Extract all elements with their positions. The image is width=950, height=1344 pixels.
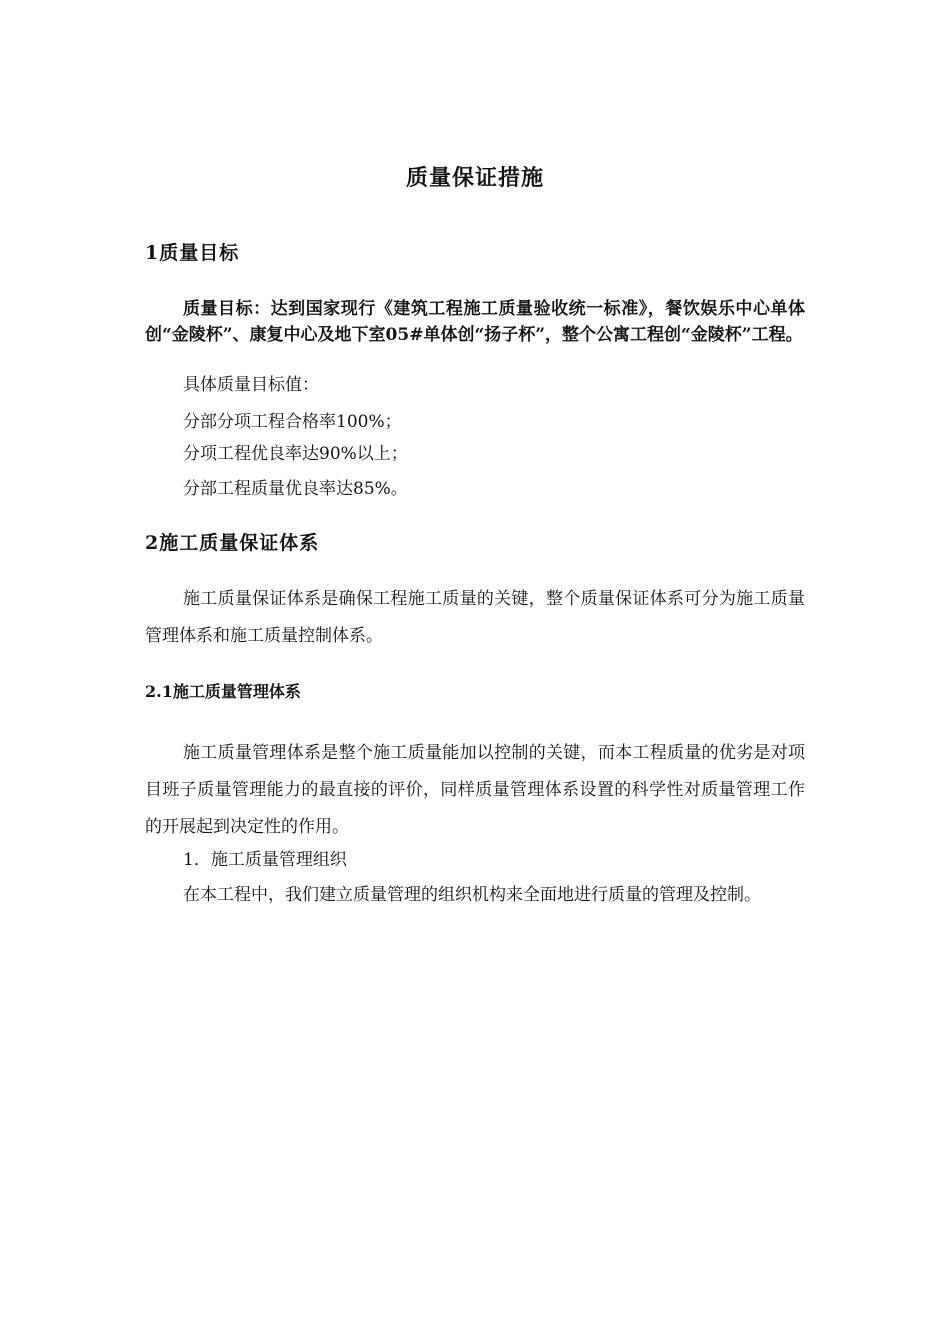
management-organization-item: 1．施工质量管理组织	[183, 850, 347, 870]
subsection-2-1-paragraph: 施工质量管理体系是整个施工质量能加以控制的关键，而本工程质量的优劣是对项目班子质量管理能力的最直接的评价，同样质量管理体系设置的科学性对质量管理工作的开展起到决定性的作用。	[145, 743, 805, 837]
target-item-2: 分项工程优良率达90%以上；	[183, 444, 408, 464]
section-1-heading: 1质量目标	[145, 242, 240, 264]
section-2-heading: 2施工质量保证体系	[145, 532, 320, 554]
subsection-2-1-heading: 2.1施工质量管理体系	[145, 682, 301, 701]
section-2-paragraph: 施工质量保证体系是确保工程施工质量的关键，整个质量保证体系可分为施工质量管理体系和施工质量控制体系。	[145, 589, 805, 646]
target-item-3: 分部工程质量优良率达85%。	[183, 479, 408, 499]
quality-goal-paragraph: 质量目标：达到国家现行《建筑工程施工质量验收统一标准》，餐饮娱乐中心单体创“金陵杯”、康复中心及地下室05#单体创“扬子杯”，整个公寓工程创“金陵杯”工程。	[145, 299, 805, 345]
management-organization-paragraph: 在本工程中，我们建立质量管理的组织机构来全面地进行质量的管理及控制。	[183, 885, 761, 905]
targets-intro: 具体质量目标值：	[183, 375, 319, 395]
target-item-1: 分部分项工程合格率100%；	[183, 412, 402, 432]
document-title: 质量保证措施	[405, 165, 544, 191]
